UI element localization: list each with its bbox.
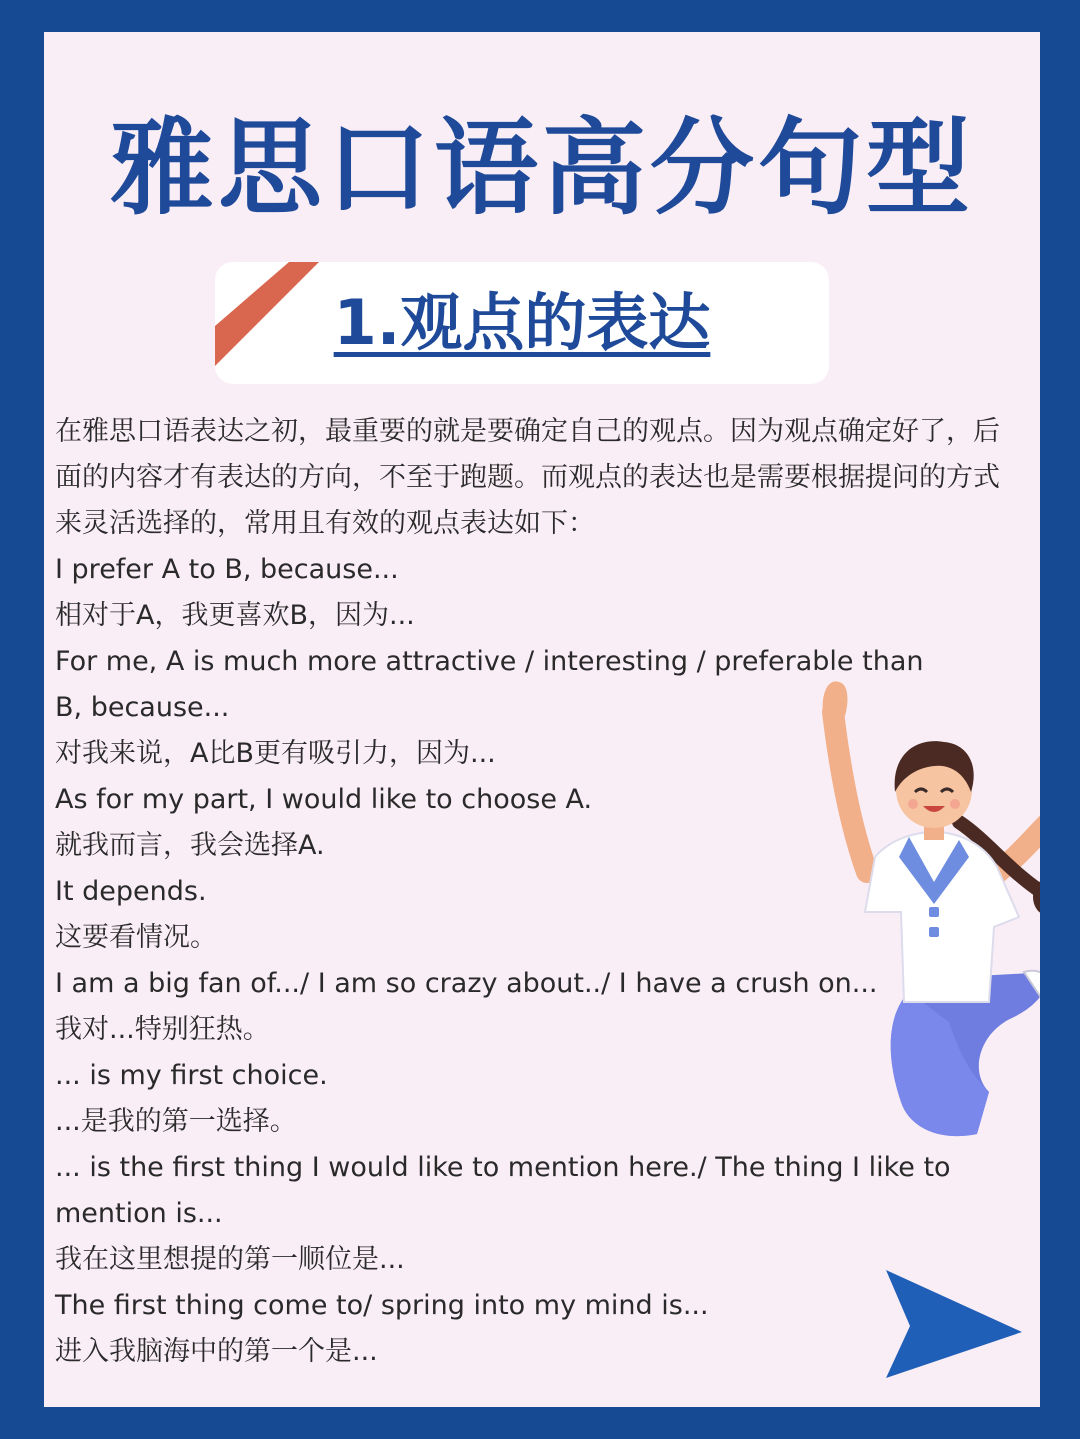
- phrase-zh: 我在这里想提的第一顺位是...: [55, 1244, 405, 1275]
- phrase-zh: 这要看情况。: [55, 922, 217, 953]
- phrase-en: I am a big fan of.../ I am so crazy about../ I have a crush on...: [55, 968, 878, 999]
- section-header: [215, 262, 829, 384]
- intro-paragraph: 在雅思口语表达之初，最重要的就是要确定自己的观点。因为观点确定好了，后面的内容才有表达的方向，不至于跑题。而观点的表达也是需要根据提问的方式来灵活选择的，常用且有效的观点表达如下：: [55, 416, 1000, 539]
- phrase-zh: ...是我的第一选择。: [55, 1106, 297, 1137]
- phrase-en: ... is the first thing I would like to mention here./ The thing I like to mention is...: [55, 1152, 951, 1229]
- phrase-en: ... is my first choice.: [55, 1060, 328, 1091]
- section-title: 1.观点的表达: [333, 286, 711, 359]
- phrase-zh: 我对...特别狂热。: [55, 1014, 270, 1045]
- content-card: [44, 32, 1040, 1407]
- phrase-zh: 就我而言，我会选择A.: [55, 830, 325, 861]
- phrase-en: It depends.: [55, 876, 207, 907]
- phrase-en: For me, A is much more attractive / interesting / preferable than B, because...: [55, 646, 924, 723]
- phrase-en: The first thing come to/ spring into my mind is...: [55, 1290, 709, 1321]
- phrase-zh: 对我来说，A比B更有吸引力，因为...: [55, 738, 496, 769]
- page-title: 雅思口语高分句型: [109, 107, 974, 229]
- phrase-zh: 相对于A，我更喜欢B，因为...: [55, 600, 415, 631]
- phrase-en: As for my part, I would like to choose A.: [55, 784, 593, 815]
- arrow-icon: [886, 1270, 1022, 1378]
- phrase-zh: 进入我脑海中的第一个是...: [55, 1336, 378, 1367]
- phrase-en: I prefer A to B, because...: [55, 554, 399, 585]
- jumping-girl-illustration: [809, 672, 1040, 1142]
